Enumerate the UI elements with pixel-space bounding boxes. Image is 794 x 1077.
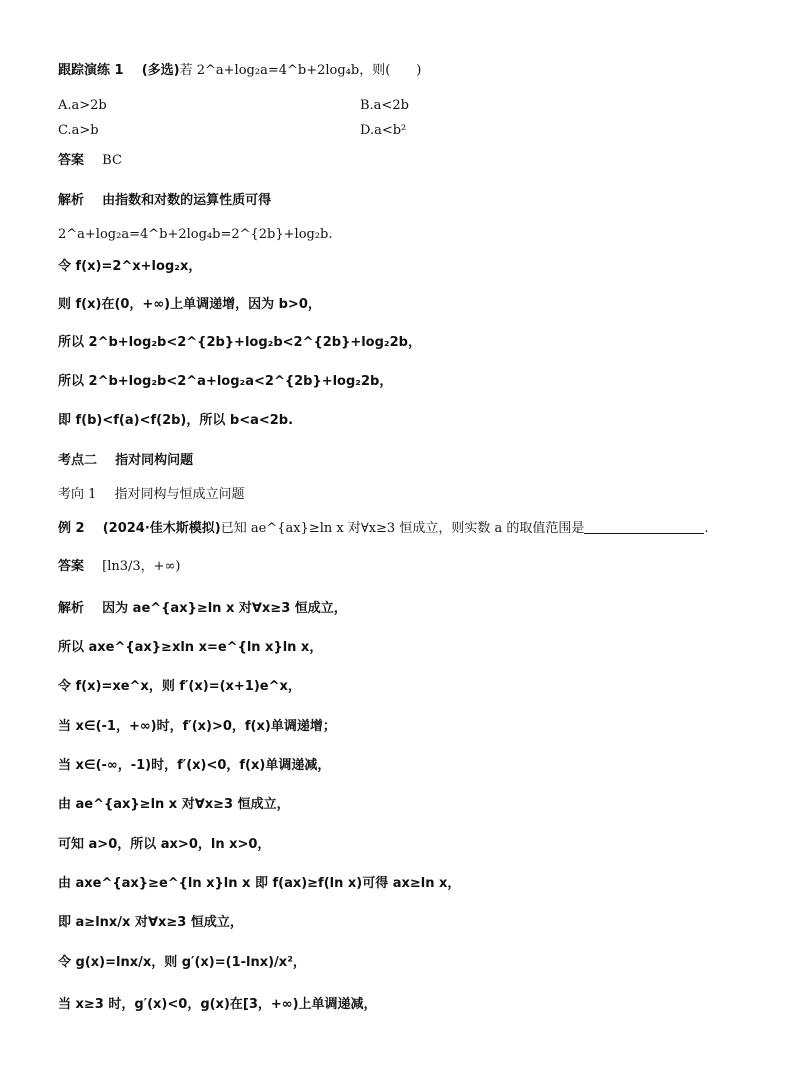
analysis-2-line: 令 f(x)=xe^x，则 f′(x)=(x+1)e^x， xyxy=(58,679,301,694)
analysis-2-line: 可知 a>0，所以 ax>0，ln x>0， xyxy=(58,837,271,852)
option-row-2 xyxy=(58,122,407,140)
option-a: A.a>2b xyxy=(58,98,107,113)
analysis-1-line: 2^a+log₂a=4^b+2log₄b=2^{2b}+log₂b. xyxy=(58,227,333,242)
analysis-2-line: 当 x∈(-∞，-1)时，f′(x)<0，f(x)单调递减， xyxy=(58,758,331,773)
section-heading xyxy=(58,452,193,470)
example-2-label: 例 2 xyxy=(58,521,85,536)
example-2-stem: 已知 ae^{ax}≥ln x 对∀x≥3 恒成立，则实数 a 的取值范围是 xyxy=(220,521,585,536)
section-label: 考点二 xyxy=(58,453,98,468)
analysis-2-line: 由 ae^{ax}≥ln x 对∀x≥3 恒成立， xyxy=(58,797,290,812)
exercise-tag: (多选) xyxy=(141,63,180,78)
analysis-2-label: 解析 xyxy=(58,601,85,616)
exercise-stem: 若 2^a+log₂a=4^b+2log₄b，则( ) xyxy=(179,63,422,78)
analysis-2-line: 令 g(x)=lnx/x，则 g′(x)=(1-lnx)/x²， xyxy=(58,955,306,970)
exercise-header xyxy=(58,62,421,80)
analysis-1-line: 所以 2^b+log₂b<2^a+log₂a<2^{2b}+log₂2b， xyxy=(58,374,393,389)
example-2-tail: . xyxy=(704,521,709,536)
option-d: D.a<b² xyxy=(360,123,407,138)
analysis-2-line: 由 axe^{ax}≥e^{ln x}ln x 即 f(ax)≥f(ln x)可得 ax≥ln x， xyxy=(58,876,461,891)
analysis-2-first: 因为 ae^{ax}≥ln x 对∀x≥3 恒成立， xyxy=(102,601,347,616)
direction-heading xyxy=(58,486,245,504)
answer-blank xyxy=(584,519,704,534)
answer-1 xyxy=(58,152,122,170)
answer-1-label: 答案 xyxy=(58,153,85,168)
direction-title: 指对同构与恒成立问题 xyxy=(114,487,245,502)
answer-2-label: 答案 xyxy=(58,559,85,574)
analysis-1-line: 则 f(x)在(0，+∞)上单调递增，因为 b>0， xyxy=(58,297,321,312)
analysis-2-line: 即 a≥lnx/x 对∀x≥3 恒成立， xyxy=(58,915,243,930)
analysis-2-header xyxy=(58,600,347,618)
analysis-2-line: 所以 axe^{ax}≥xln x=e^{ln x}ln x， xyxy=(58,640,323,655)
example-2 xyxy=(58,519,708,538)
analysis-1-line: 即 f(b)<f(a)<f(2b)，所以 b<a<2b. xyxy=(58,413,294,428)
answer-2 xyxy=(58,558,180,576)
option-b: B.a<2b xyxy=(360,98,409,113)
option-row-1 xyxy=(58,97,409,115)
analysis-2-line: 当 x≥3 时，g′(x)<0，g(x)在[3，+∞)上单调递减， xyxy=(58,997,377,1012)
section-title: 指对同构问题 xyxy=(115,453,194,468)
analysis-1-header xyxy=(58,192,271,210)
exercise-title: 跟踪演练 1 xyxy=(58,63,124,78)
answer-1-value: BC xyxy=(102,153,122,168)
example-2-source: (2024·佳木斯模拟) xyxy=(102,521,221,536)
analysis-1-intro: 由指数和对数的运算性质可得 xyxy=(102,193,272,208)
answer-2-value: [ln3/3，+∞) xyxy=(102,559,181,574)
analysis-2-line: 当 x∈(-1，+∞)时，f′(x)>0，f(x)单调递增； xyxy=(58,719,336,734)
option-c: C.a>b xyxy=(58,123,99,138)
analysis-1-label: 解析 xyxy=(58,193,85,208)
direction-label: 考向 1 xyxy=(58,487,97,502)
analysis-1-line: 所以 2^b+log₂b<2^{2b}+log₂b<2^{2b}+log₂2b， xyxy=(58,335,421,350)
analysis-1-line: 令 f(x)=2^x+log₂x， xyxy=(58,259,202,274)
